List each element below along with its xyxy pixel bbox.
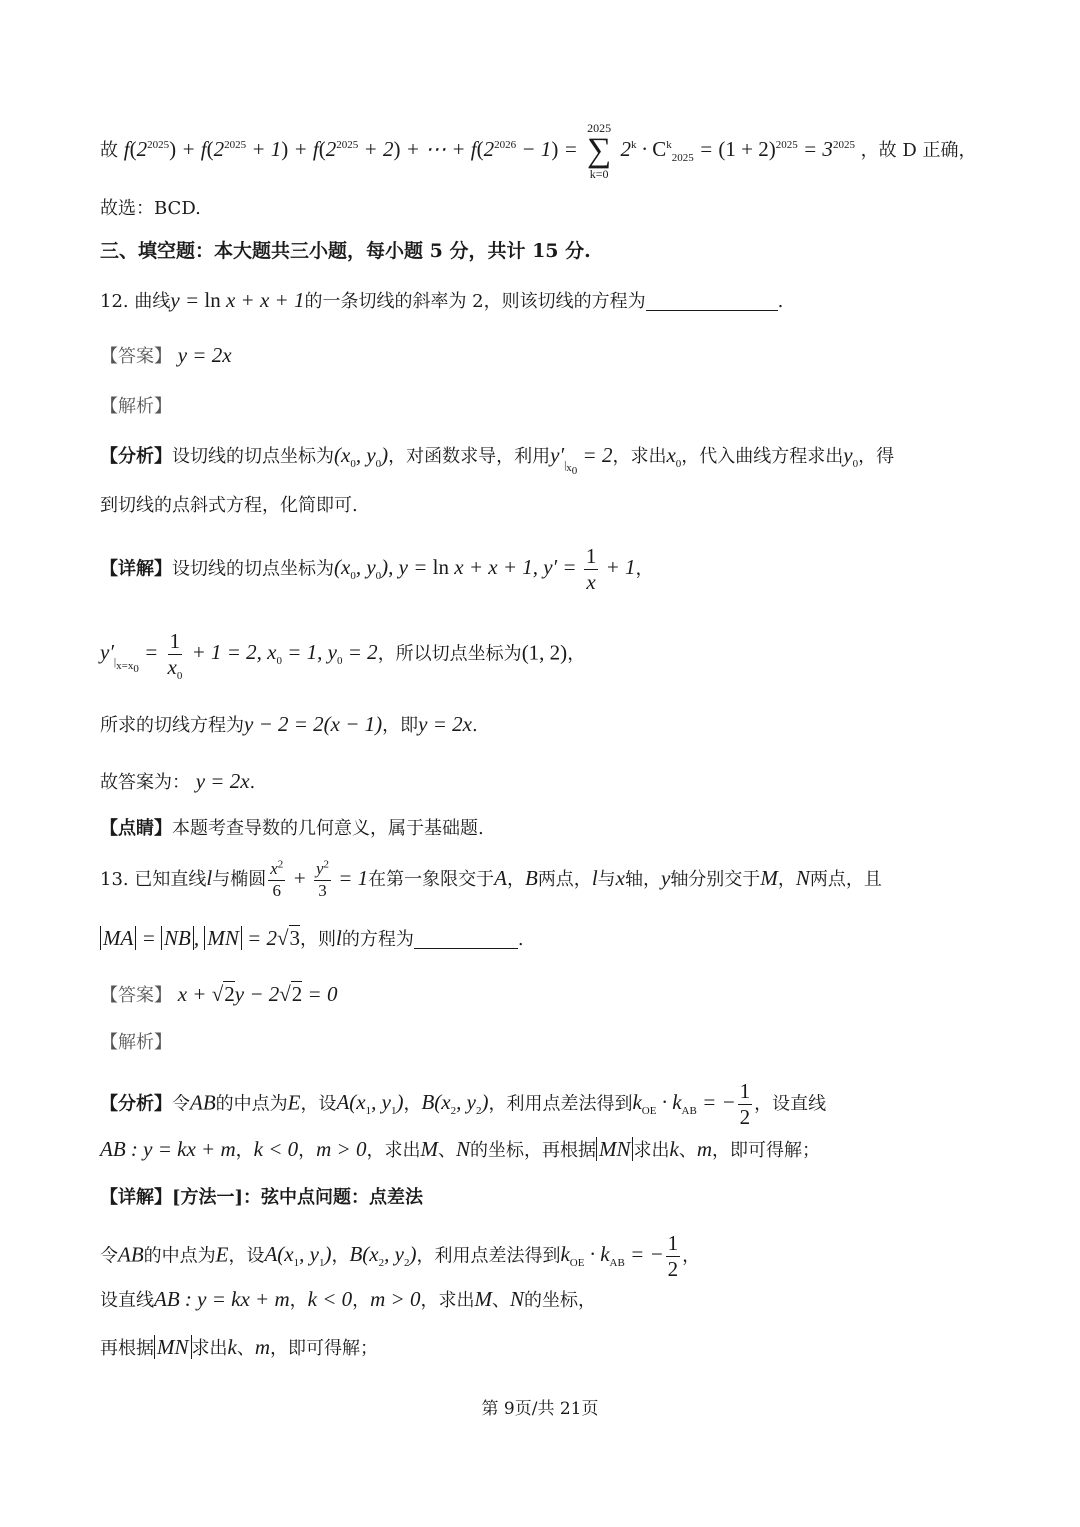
question-13-stem-2: MA = NB , MN = 2√3，则l的方程为 . bbox=[100, 928, 524, 949]
question-12-xiangjie-3: 所求的切线方程为y − 2 = 2(x − 1)，即y = 2x. bbox=[100, 712, 478, 736]
section-title: 三、填空题：本大题共三小题，每小题 5 分，共计 15 分. bbox=[100, 240, 591, 262]
question-12-final-answer: 故答案为： y = 2x. bbox=[100, 769, 256, 793]
question-13-fenxi-2: AB : y = kx + m，k < 0，m > 0，求出M、N的坐标，再根据 MN 求出k、m，即可得解； bbox=[100, 1137, 820, 1161]
question-13-xiangjie-1: 令AB的中点为E，设$A(x_1$, $y_1$)，$B(x_2$, $y_2$)，利用点差法得到$k_{OE} \cdot k_{AB}$ = − $\frac{1}{2}$ ， bbox=[100, 1231, 701, 1282]
choice-conclusion: 故选：BCD. bbox=[100, 198, 201, 219]
question-12-fenxi-2: 到切线的点斜式方程，化简即可. bbox=[100, 495, 358, 516]
question-12-dianjing: 【点睛】本题考查导数的几何意义，属于基础题. bbox=[100, 818, 484, 839]
question-13-answer: 【答案】 x + √2y − 2√2 = 0 bbox=[100, 982, 338, 1006]
question-13-stem: 13. 已知直线l与椭圆 $\frac{x^2}{6}$ + $\frac{y^2}{3}$ = 1在第一象限交于A，B两点，l与x轴，y轴分别交于M，N两点，且 bbox=[100, 858, 882, 900]
question-12-xiangjie-1: 【详解】设切线的切点坐标为($x_0$, $y_0$), y = ln x + x + 1, y′ = $\frac{1}{x}$ + 1， bbox=[100, 544, 654, 595]
question-13-fenxi: 【分析】令AB的中点为E，设$A(x_1$, $y_1$)，$B(x_2$, $y_2$)，利用点差法得到$k_{OE} \cdot k_{AB}$ = − $\frac{1}{2}$ ，设直线 bbox=[100, 1079, 827, 1130]
question-12-fenxi: 【分析】设切线的切点坐标为($x_0$, $y_0$)，对函数求导，利用$y'_{|_{x_0}} = 2$，求出$x_0$，代入曲线方程求出$y_0$，得 bbox=[100, 443, 895, 478]
question-13-method: 【详解】[方法一]：弦中点问题：点差法 bbox=[100, 1187, 424, 1208]
question-13-xiangjie-2: 设直线AB : y = kx + m，k < 0，m > 0，求出M、N的坐标， bbox=[100, 1287, 596, 1311]
question-12-answer: 【答案】 y = 2x bbox=[100, 343, 232, 367]
page-footer: 第 9页/共 21页 bbox=[481, 1399, 599, 1419]
question-12-analysis-tag: 【解析】 bbox=[100, 396, 172, 417]
option-d-conclusion-line: 故 $f(2^{2025}) + f(2^{2025} + 1) + f(2^{2025} + 2)$ + ⋯ + $f(2^{2026} - 1)$ = 2025 ∑ k=0 $2^k \cdot C^k_{2025} = (1 + 2)^{2025} = 3^{2025}$ ，故 D 正确， bbox=[100, 121, 977, 181]
question-12-stem: 12. 曲线y = ln x + x + 1的一条切线的斜率为 2，则该切线的方程为 . bbox=[100, 288, 784, 312]
question-13-xiangjie-3: 再根据 MN 求出k、m，即可得解； bbox=[100, 1335, 378, 1359]
question-13-analysis-tag: 【解析】 bbox=[100, 1032, 172, 1053]
question-12-xiangjie-2: $y'_{|_{x=x_0}}$ = $\frac{1}{x_0}$ + 1 = 2, $x_0 = 1$, $y_0 = 2$，所以切点坐标为(1, 2)， bbox=[100, 629, 586, 683]
